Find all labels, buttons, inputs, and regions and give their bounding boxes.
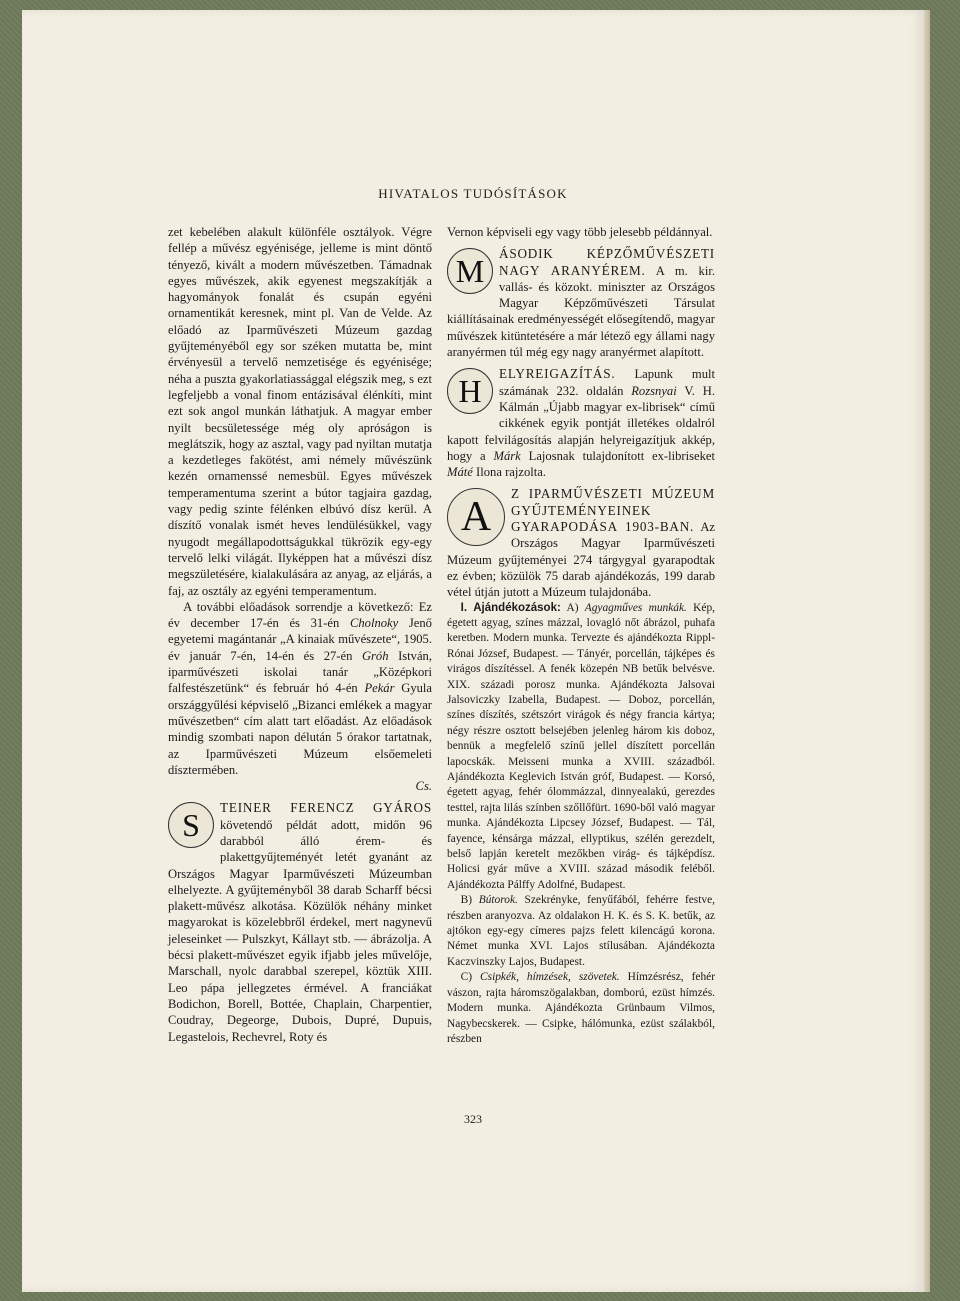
gifts-section-b: B) Bútorok. Szekrényke, fenyűfából, fehérre festve, részben aranyozva. Az oldalakon H. K. és S. K. betűk, az ajtókon egy-egy címeres pajzs felett kilencágú korona. Német munka XVI. Lajos stílusában. Ajándékozta Kaczvinszky Lajos, Budapest.: [447, 894, 715, 968]
author-signature: Cs.: [415, 779, 432, 794]
decorative-initial-a: A: [447, 488, 505, 546]
steiner-article-body: TEINER FERENCZ GYÁROS követendő példát adott, midőn 96 darabból álló érem- és plakettgyűjteményét letét gyanánt az Országos Magyar Iparművészeti Múzeumban elhelyezte. A gyűjteményből 38 darab Scharff bécsi plakett-művész alkotása. Közülök néhány minket magyarokat is közelebbről érdekel, mert nagynevű jeleseinket — Pulszkyt, Kállayt stb. — ábrázolja. A bécsi plakett-művészet egyik ifjabb jeles művelője, Marschall, nyolc darabbal szerepel, köztük XIII. Leo pápa jellegzetes érmével. A franciákat Bodichon, Borell, Bottée, Chaplain, Charpentier, Coudray, Degeorge, Dubois, Dupré, Dupuis, Legastelois, Rechevrel, Roty és: [168, 800, 432, 1044]
continuation-text: Vernon képviseli egy vagy több jelesebb példánnyal.: [447, 225, 713, 239]
gifts-section-c: C) Csipkék, hímzések, szövetek. Hímzésrész, fehér vászon, rajta háromszögalakban, domború, ezüst hímzés. Modern munka. Ajándékozta Grünbaum Vilmos, Nagybecskerek. — Csipke, hálómunka, ezüst szálakból, részben: [447, 971, 715, 1045]
prize-article: [447, 246, 715, 360]
running-head: HIVATALOS TUDÓSÍTÁSOK: [378, 186, 568, 201]
left-column: [168, 224, 432, 1045]
steiner-article: [168, 800, 432, 1044]
prize-article-body: ÁSODIK KÉPZŐMŰVÉSZETI NAGY ARANYÉREM. A m. kir. vallás- és közokt. miniszter az Országos Magyar Képzőművészeti Társulat kiállításainak eredményességét elősegítendő, magyar művészek kitüntetésére a már létező egy állami nagy aranyérmen túl még egy nagy aranyérmet alapított.: [447, 246, 715, 360]
article-heading: TEINER FERENCZ GYÁROS: [220, 800, 432, 816]
errata-article: [447, 366, 715, 480]
book-page: [22, 10, 924, 1292]
museum-article: [447, 486, 715, 600]
lecture-schedule-paragraph: A további előadások sorrendje a következő: Ez év december 17-én és 31-én Cholnoky Jenő egyetemi magántanár „A kinaiak művészete“, 1905. év január 7-én, 14-én és 27-én Gróh István, iparművészeti iskolai tanár „Középkori falfestészetünk“ és február hó 4-én Pekár Gyula országgyűlési képviselő „Bizanci emlékek a magyar művészetben“ cím alatt tart előadást. Az előadások mindig szombati napon délután 5 órakor tartatnak, az Iparművészeti Múzeum elsőemeleti dísztermében.: [168, 599, 433, 777]
right-column: [447, 224, 715, 1047]
article-heading: Z IPARMŰVÉSZETI MÚZEUM GYŰJTEMÉNYEINEK GYARAPODÁSA 1903-BAN.: [511, 486, 715, 535]
gifts-section-a: I. Ajándékozások: A) Agyagműves munkák. Kép, égetett agyag, színes mázzal, lovagló nőt ábrázol, puhafa keretben. Modern munka. Tervezte és ajándékozta Rippl-Rónai József, Budapest. — Tányér, porcellán, tájképes és virágos díszítéssel. A fenék közepén NB betűk belvésve. XIX. századi porosz munka. Ajándékozta Jalsovai Jalsoviczky Izabella, Budapest. — Doboz, porcellán, színes díszítés, szétszórt virágok és négy francia kártya; négy részre osztott belsejében jelenleg három kis doboz, bennük a megfelelő színű jellel díszített porcellán lapocskák. Meisseni munka a XVIII. századból. Ajándékozta Keglevich István gróf, Budapest. — Korsó, égetett agyag, fehér ólommázzal, dinnyealakú, gerezdes testtel, rajta lilás színben szőllőfürt. 1690-ből való magyar munka. Ajándékozta Lipcsey József, Budapest. — Tál, fayence, kénsárga mázzal, ellyptikus, szélén gerezdelt, belső lapján keretelt mezőkben virág- és tájképdísz. Holicsi gyár műve a XVIII. század második feléből. Ajándékozta Pálffy Adolfné, Budapest.: [447, 601, 715, 891]
page-edge: [924, 10, 930, 1292]
errata-article-body: ELYREIGAZÍTÁS. Lapunk mult számának 232. oldalán Rozsnyai V. H. Kálmán „Újabb magyar ex-librisek“ című cikkének egyik pontját illetékes oldalról kapott felvilágosítás alapján helyreigazítjuk akkép, hogy a Márk Lajosnak tulajdonított ex-libriseket Máté Ilona rajzolta.: [447, 366, 715, 480]
decorative-initial-h: H: [447, 368, 493, 414]
section-label: I. Ajándékozások:: [460, 601, 561, 614]
article-heading: ELYREIGAZÍTÁS.: [499, 366, 616, 382]
lecture-paragraph: zet kebelében alakult különféle osztályok. Végre fellép a művész egyénisége, jelleme is mint döntő tényező, kivált a modern művészetben. Támadnak egyes művészek, akik egyenest megszakítják a hagyományok fonalát és csupán egyéni ornamentikát keresnek, mint pl. Van de Velde. Az előadó az Iparművészeti Múzeum gazdag gyűjteményéből egy sor széken mutatta be, mint érvényesül a tervelő nemzetisége és egyénisége; néha a puszta gyakorlatiassággal elégszik meg, s ezt legfeljebb a vonal finom entázisával élénkíti, mint ezt sok angol munkán láthatjuk. A magyar ember nyilt becsületessége még oly apróságon is meglátszik, hogy az asztal, vagy pad nyiltan mutatja a kezdetleges fakötést, ami némely művészünk kezén ornamenssé nemesbül. Egyes művészek temperamentuma szerint a bútor tagjaira gazdag, vagy pedig szinte félénken elbúvó dísz kerül. A díszítő vonalak ismét heves lendülésükkel, vagy nyugodt megállapodottságukkal tükrözik egy-egy tervelő lelki világát. Ilyképpen hat a művészi dísz megszületésére, kialakulására az anyag, az eljárás, a faj, az osztály az egyéni temperamentum.: [168, 225, 432, 598]
lecturer-name: Pekár: [364, 681, 395, 696]
decorative-initial-m: M: [447, 248, 493, 294]
decorative-initial-s: S: [168, 802, 214, 848]
page-number: 323: [464, 1112, 482, 1126]
article-heading: ÁSODIK KÉPZŐMŰVÉSZETI NAGY ARANYÉREM.: [499, 246, 715, 278]
lecturer-name: Gróh: [361, 648, 389, 663]
lecturer-name: Cholnoky: [349, 616, 399, 631]
museum-article-body: Z IPARMŰVÉSZETI MÚZEUM GYŰJTEMÉNYEINEK GYARAPODÁSA 1903-BAN. Az Országos Magyar Iparművészeti Múzeum gyűjteményei 274 tárgygyal gyarapodtak ez évben; közülök 75 darab ajándékozás, 199 darab vétel útján jutott a Múzeum tulajdonába.: [447, 486, 715, 600]
